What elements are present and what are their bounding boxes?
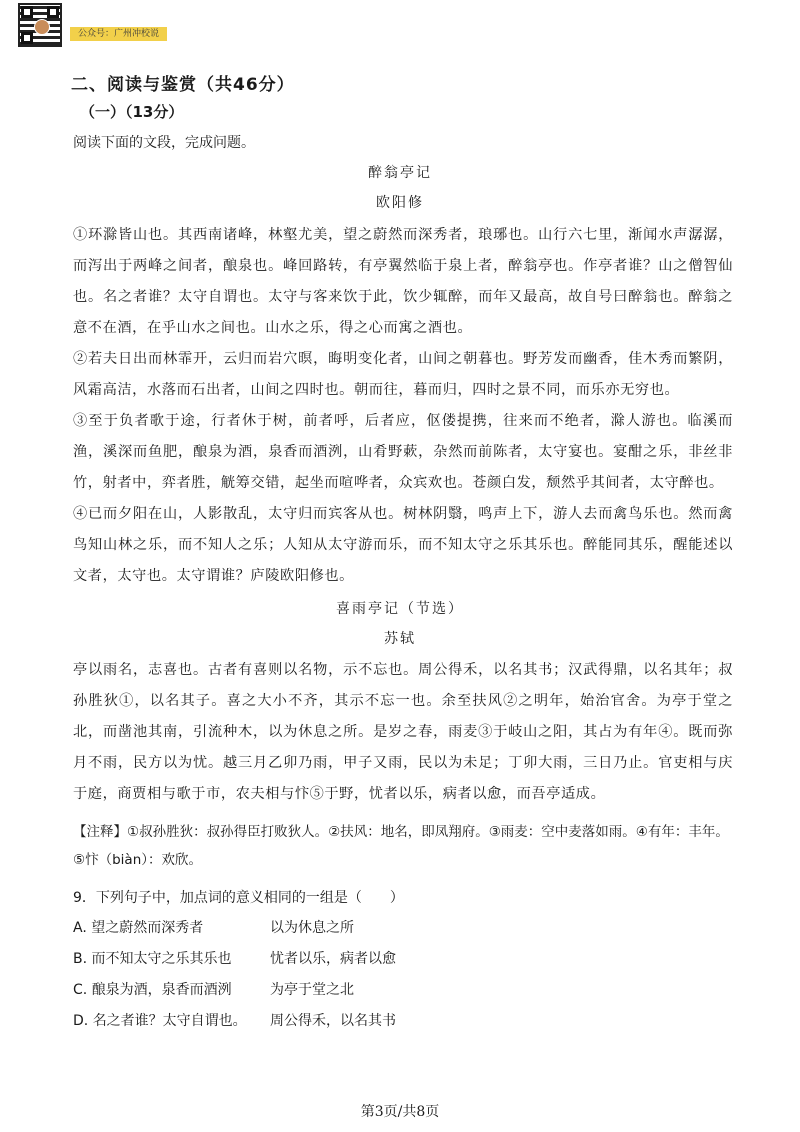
- qr-finder-pattern: [21, 6, 33, 18]
- option-left-sentence: 而不知太守之乐其乐也: [91, 951, 232, 967]
- option-label: B.: [73, 951, 88, 967]
- option-label: A.: [73, 920, 87, 936]
- text1-title: 醉翁亭记: [368, 165, 432, 181]
- qr-code-icon: [18, 3, 62, 47]
- option-left-sentence: 酿泉为酒，泉香而酒洌: [91, 982, 232, 998]
- wechat-account-label: 公众号：广州冲校说: [70, 27, 167, 41]
- text2-paragraph-1: 亭以雨名，志喜也。古者有喜则以名物，示不忘也。周公得禾，以名其书；汉武得鼎，以名其年；叔孙胜狄①，以名其子。喜之大小不齐，其示不忘一也。余至扶风②之明年，始治官舍。为亭于堂之北，而凿池其南，引流种木，以为休息之所。是岁之春，雨麦③于岐山之阳，其占为有年④。既而弥月不雨，民方以为忧。越三月乙卯乃雨，甲子又雨，民以为未足；丁卯大雨，三日乃止。官吏相与庆于庭，商贾相与歌于市，农夫相与忭⑤于野，忧者以乐，病者以愈，而吾亭适成。: [73, 662, 733, 802]
- section-title: 二、阅读与鉴赏（共46分）: [71, 75, 295, 95]
- option-right-sentence: 忧者以乐，病者以愈: [270, 951, 396, 967]
- qr-finder-pattern: [21, 32, 33, 44]
- question-9-stem: 9．下列句子中，加点词的意义相同的一组是（ ）: [73, 890, 404, 906]
- option-right-sentence: 周公得禾，以名其书: [270, 1013, 396, 1029]
- text1-paragraph-3: ③至于负者歌于途，行者休于树，前者呼，后者应，伛偻提携，往来而不绝者，滁人游也。临溪而渔，溪深而鱼肥，酿泉为酒，泉香而酒洌，山肴野蔌，杂然而前陈者，太守宴也。宴酣之乐，非丝非竹，射者中，弈者胜，觥筹交错，起坐而喧哗者，众宾欢也。苍颜白发，颓然乎其间者，太守醉也。: [73, 413, 733, 491]
- option-c[interactable]: [73, 979, 354, 999]
- option-left-sentence: 望之蔚然而深秀者: [91, 920, 204, 936]
- option-b[interactable]: [73, 948, 396, 968]
- option-a[interactable]: [73, 917, 354, 937]
- text1-paragraph-2: ②若夫日出而林霏开，云归而岩穴暝，晦明变化者，山间之朝暮也。野芳发而幽香，佳木秀而繁阴，风霜高洁，水落而石出者，山间之四时也。朝而往，暮而归，四时之景不同，而乐亦无穷也。: [73, 351, 733, 398]
- option-right-sentence: 以为休息之所: [270, 920, 354, 936]
- text1-author: 欧阳修: [376, 195, 424, 211]
- option-label: D.: [73, 1013, 89, 1029]
- text2-author: 苏轼: [384, 631, 416, 647]
- qr-finder-pattern: [47, 6, 59, 18]
- annotation-notes: 【注释】①叔孙胜狄：叔孙得臣打败狄人。②扶风：地名，即凤翔府。③雨麦：空中麦落如雨。④有年：丰年。⑤忭（biàn）：欢欣。: [73, 824, 729, 868]
- option-right-sentence: 为亭于堂之北: [270, 982, 354, 998]
- option-left-sentence: 名之者谁？太守自谓也。: [92, 1013, 247, 1029]
- option-d[interactable]: [73, 1010, 396, 1030]
- text1-paragraph-1: ①环滁皆山也。其西南诸峰，林壑尤美，望之蔚然而深秀者，琅琊也。山行六七里，渐闻水声潺潺，而泻出于两峰之间者，酿泉也。峰回路转，有亭翼然临于泉上者，醉翁亭也。作亭者谁？山之僧智仙也。名之者谁？太守自谓也。太守与客来饮于此，饮少辄醉，而年又最高，故自号曰醉翁也。醉翁之意不在酒，在乎山水之间也。山水之乐，得之心而寓之酒也。: [73, 227, 733, 336]
- option-label: C.: [73, 982, 88, 998]
- instruction-text: 阅读下面的文段，完成问题。: [73, 135, 255, 151]
- text2-title: 喜雨亭记（节选）: [336, 601, 464, 617]
- qr-avatar-icon: [34, 19, 50, 35]
- text1-paragraph-4: ④已而夕阳在山，人影散乱，太守归而宾客从也。树林阴翳，鸣声上下，游人去而禽鸟乐也。然而禽鸟知山林之乐，而不知人之乐；人知从太守游而乐，而不知太守之乐其乐也。醉能同其乐，醒能述以文者，太守也。太守谓谁？庐陵欧阳修也。: [73, 506, 733, 584]
- section-subtitle: （一）（13分）: [80, 103, 184, 121]
- page-number: 第3页/共8页: [360, 1104, 440, 1120]
